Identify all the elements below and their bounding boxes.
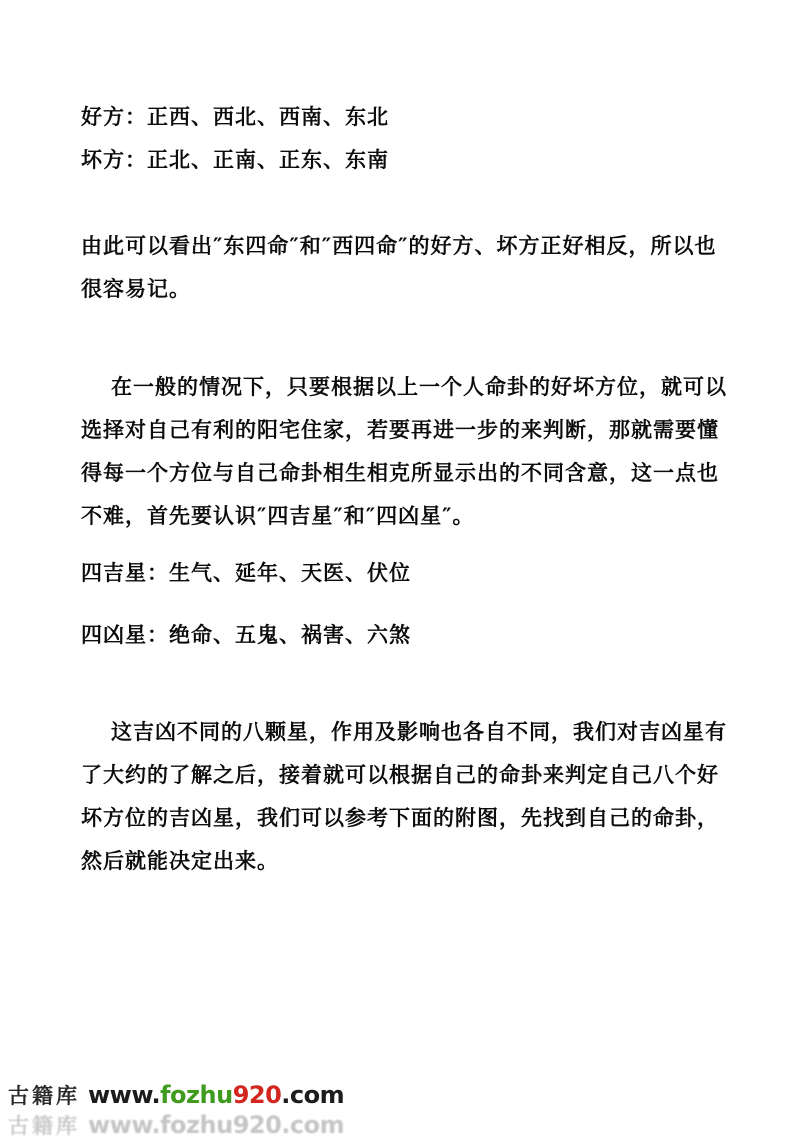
site-url-name: fozhu <box>160 1081 233 1109</box>
text-line: 了大约的了解之后，接着就可以根据自己的命卦来判定自己八个好 <box>81 763 719 787</box>
paragraph-explain <box>81 366 727 538</box>
unlucky-stars-line: 四凶星：绝命、五鬼、祸害、六煞 <box>81 623 411 647</box>
paragraph-stars <box>81 711 727 883</box>
site-url-shadow <box>88 1111 344 1139</box>
lucky-stars-line: 四吉星：生气、延年、天医、伏位 <box>81 561 411 585</box>
site-url-number-shadow: 920 <box>232 1111 282 1139</box>
text-line: 在一般的情况下，只要根据以上一个人命卦的好坏方位，就可以 <box>111 375 727 399</box>
watermark-shadow <box>8 1110 344 1140</box>
library-logo-text-shadow: 古籍库 <box>8 1114 80 1138</box>
site-url-tld: .com <box>281 1081 345 1109</box>
text-line: 选择对自己有利的阳宅住家，若要再进一步的来判断，那就需要懂 <box>81 418 719 442</box>
text-line: 然后就能决定出来。 <box>81 849 279 873</box>
text-line: 得每一个方位与自己命卦相生相克所显示出的不同含意，这一点也 <box>81 461 719 485</box>
site-url-www: www. <box>88 1081 161 1109</box>
text-line: 这吉凶不同的八颗星，作用及影响也各自不同，我们对吉凶星有 <box>111 720 727 744</box>
site-url-tld-shadow: .com <box>281 1111 345 1139</box>
watermark <box>8 1080 344 1110</box>
text-line: 坏方位的吉凶星，我们可以参考下面的附图，先找到自己的命卦， <box>81 806 719 830</box>
paragraph-conclusion <box>81 225 721 311</box>
text-line: 由此可以看出″东四命″和″西四命″的好方、坏方正好相反，所以也 <box>81 234 717 258</box>
unlucky-stars-block <box>81 614 721 657</box>
text-line: 很容易记。 <box>81 277 191 301</box>
text-line: 不难，首先要认识″四吉星″和″四凶星″。 <box>81 504 475 528</box>
site-url <box>88 1081 344 1109</box>
good-directions-line: 好方：正西、西北、西南、东北 <box>81 105 389 129</box>
site-url-number: 920 <box>232 1081 282 1109</box>
lucky-stars-block <box>81 552 721 595</box>
site-url-name-shadow: fozhu <box>160 1111 233 1139</box>
directions-block <box>81 96 721 182</box>
site-url-www-shadow: www. <box>88 1111 161 1139</box>
library-logo-text: 古籍库 <box>8 1084 80 1108</box>
bad-directions-line: 坏方：正北、正南、正东、东南 <box>81 148 389 172</box>
